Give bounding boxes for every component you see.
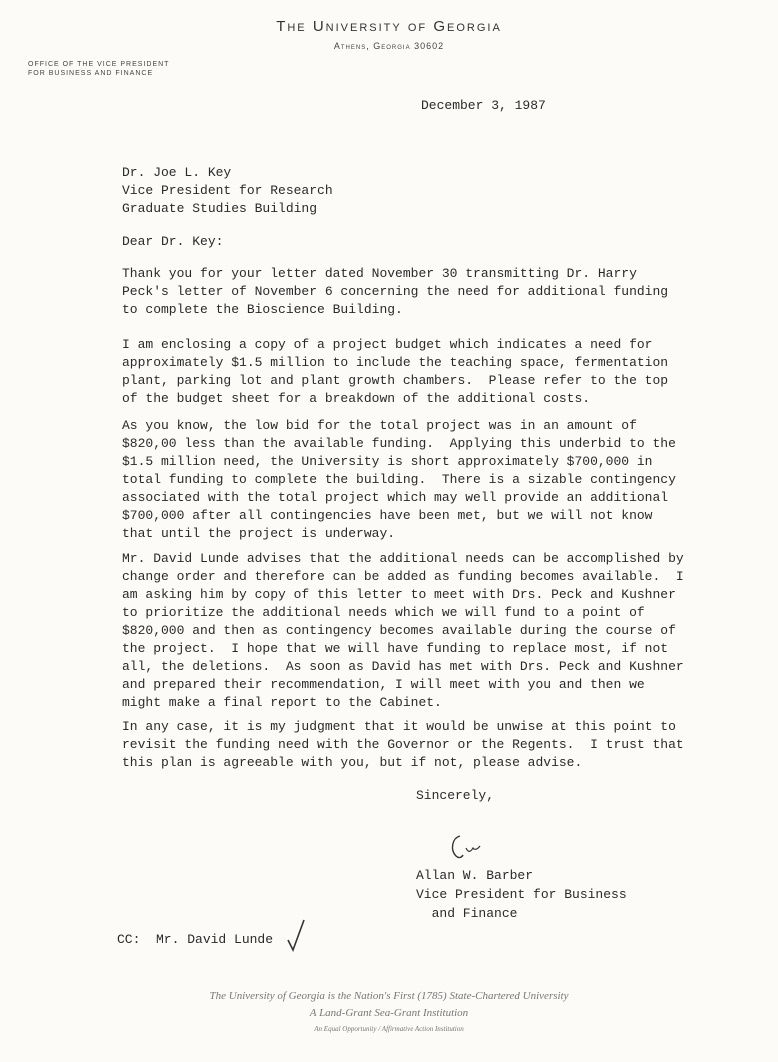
- footer-line-2: A Land-Grant Sea-Grant Institution: [309, 1007, 469, 1019]
- recipient-name: Dr. Joe L. Key: [122, 165, 232, 180]
- recipient-title: Vice President for Research: [122, 183, 333, 198]
- closing: Sincerely,: [416, 788, 495, 803]
- letter-date: December 3, 1987: [421, 98, 546, 113]
- letterhead-location: Athens, Georgia 30602: [333, 41, 445, 51]
- office-line-2: FOR BUSINESS AND FINANCE: [28, 70, 154, 77]
- signer-title-2: and Finance: [416, 906, 518, 921]
- paragraph-5: In any case, it is my judgment that it would be unwise at this point to revisit the funding need with the Governor or the Regents. I trust that this plan is agreeable with you, but if not, please advise.: [122, 719, 684, 770]
- paragraph-3: As you know, the low bid for the total project was in an amount of $820,00 less than the available funding. Applying this underbid to the $1.5 million need, the University is short approximately $700,000 in total funding to complete the building. There is a sizable contingency associated with the total project which may well provide an additional $700,000 after all contingencies have been met, but we will not know that until the project is underway.: [122, 418, 676, 541]
- paragraph-4: Mr. David Lunde advises that the additional needs can be accomplished by change order and therefore can be added as funding becomes available. I am asking him by copy of this letter to meet with Drs. Peck and Kushner to prioritize the additional needs which we will fund to a point of $820,000 and then as contingency becomes available during the course of the project. I hope that we will have funding to replace most, if not all, the deletions. As soon as David has met with Drs. Peck and Kushner and prepared their recommendation, I will meet with you and then we might make a final report to the Cabinet.: [122, 551, 684, 710]
- paragraph-2: I am enclosing a copy of a project budget which indicates a need for approximately $1.5 million to include the teaching space, fermentation plant, parking lot and plant growth chambers. Please refer to the top of the budget sheet for a breakdown of the additional costs.: [122, 337, 669, 406]
- paragraph-1: Thank you for your letter dated November 30 transmitting Dr. Harry Peck's letter of November 6 concerning the need for additional funding to complete the Bioscience Building.: [122, 266, 669, 317]
- footer-line-3: An Equal Opportunity / Affirmative Action Institution: [314, 1025, 464, 1033]
- signer-name: Allan W. Barber: [416, 868, 534, 883]
- letterhead-title: The University of Georgia: [276, 18, 502, 35]
- signer-block: [416, 866, 627, 923]
- cc-line: CC: Mr. David Lunde: [117, 932, 274, 947]
- checkmark-icon: [286, 918, 306, 952]
- recipient-address: Graduate Studies Building: [122, 201, 318, 216]
- office-line-1: OFFICE OF THE VICE PRESIDENT: [28, 61, 170, 68]
- signature-mark: [446, 828, 490, 864]
- salutation: Dear Dr. Key:: [122, 234, 224, 249]
- office-label: [28, 60, 169, 78]
- recipient-block: [122, 164, 333, 218]
- footer-line-1: The University of Georgia is the Nation's First (1785) State-Chartered University: [209, 990, 569, 1002]
- signer-title: Vice President for Business: [416, 887, 627, 902]
